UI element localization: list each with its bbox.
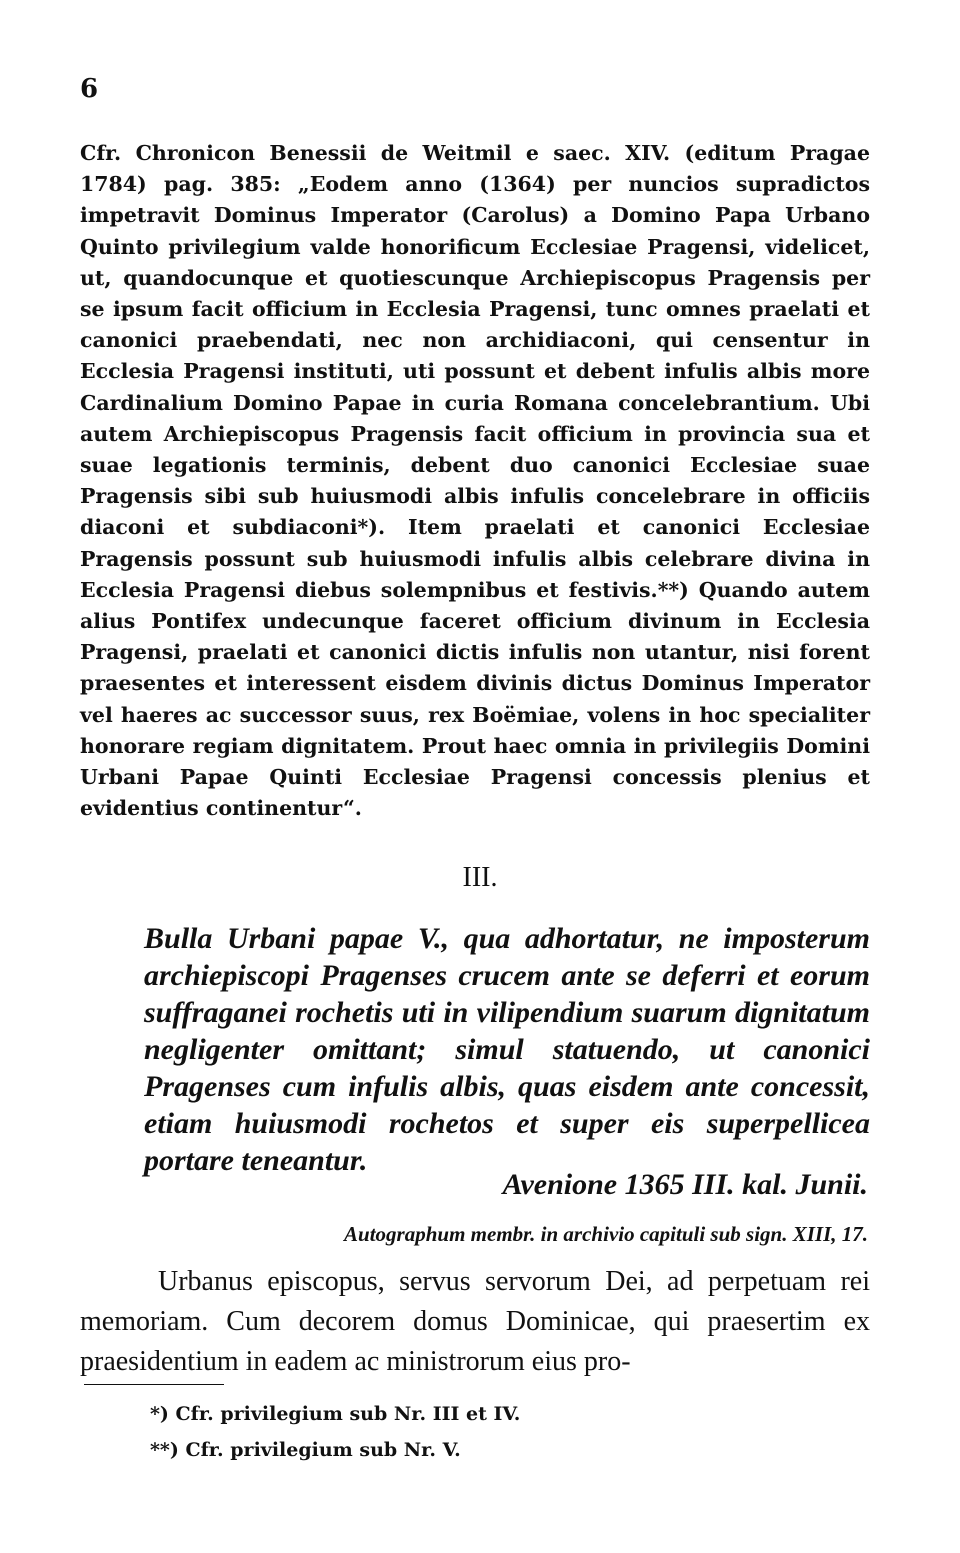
dating-line: Avenione 1365 III. kal. Junii. <box>502 1168 868 1201</box>
bull-title: Bulla Urbani papae V., qua adhortatur, ne imposterum archiepiscopi Pragenses crucem ante se deferri et eorum suffraganei rochetis uti in vilipendium suarum dignitatum negligenter omittant; simul statuendo, ut canonici Pragenses cum infulis albis, quas eisdem ante concessit, etiam huiusmodi rochetos et super eis superpellicea portare teneantur. <box>144 922 870 1177</box>
commentary-paragraph: Cfr. Chronicon Benessii de Weitmil e saec. XIV. (editum Pragae 1784) pag. 385: „Eodem anno (1364) per nuncios supradictos impetravit Dominus Imperator (Carolus) a Domino Papa Urbano Quinto privilegium valde honorificum Ecclesiae Pragensi, videlicet, ut, quandocunque et quotiescunque Archiepiscopus Pragensis per se ipsum facit officium in Ecclesia Pragensi, tunc omnes praelati et canonici praebendati, nec non archidiaconi, qui censentur in Ecclesia Pragensi instituti, uti possunt et debent infulis albis more Cardinalium Domino Papae in curia Romana concelebrantium. Ubi autem Archiepiscopus Pragensis facit officium in provincia sua et suae legationis terminis, debent duo canonici Ecclesiae suae Pragensis sibi sub huiusmodi albis infulis concelebrare in officiis diaconi et subdiaconi*). Item praelati et canonici Ecclesiae Pragensis possunt sub huiusmodi infulis albis celebrare divina in Ecclesia Pragensi diebus solempnibus et festivis.**) Quando autem alius Pontifex undecunque faceret officium divinum in Ecclesia Pragensi, praelati et canonici dictis infulis non utantur, nisi forent praesentes et interessent eisdem divinis dictus Dominus Imperator vel haeres ac successor suus, rex Boëmiae, volens in hoc specialiter honorare regiam dignitatem. Prout haec omnia in privilegiis Domini Urbani Papae Quinti Ecclesiae Pragensi concessis plenius et evidentius continentur“. <box>80 141 870 821</box>
page-number: 6 <box>80 74 99 104</box>
footnote-1: *) Cfr. privilegium sub Nr. III et IV. <box>150 1403 521 1425</box>
commentary-note <box>80 138 870 824</box>
footnote-divider <box>84 1384 224 1385</box>
document-heading <box>144 920 870 1179</box>
footnotes <box>150 1396 850 1468</box>
body-text <box>80 1262 870 1382</box>
source-note: Autographum membr. in archivio capituli sub sign. XIII, 17. <box>344 1222 868 1246</box>
footnote-2: **) Cfr. privilegium sub Nr. V. <box>150 1439 461 1461</box>
section-number: III. <box>462 862 498 893</box>
body-paragraph: Urbanus episcopus, servus servorum Dei, ad perpetuam rei memoriam. Cum decorem domus Dominicae, qui praesertim ex praesidentium in eadem ac ministrorum eius pro- <box>80 1266 870 1377</box>
